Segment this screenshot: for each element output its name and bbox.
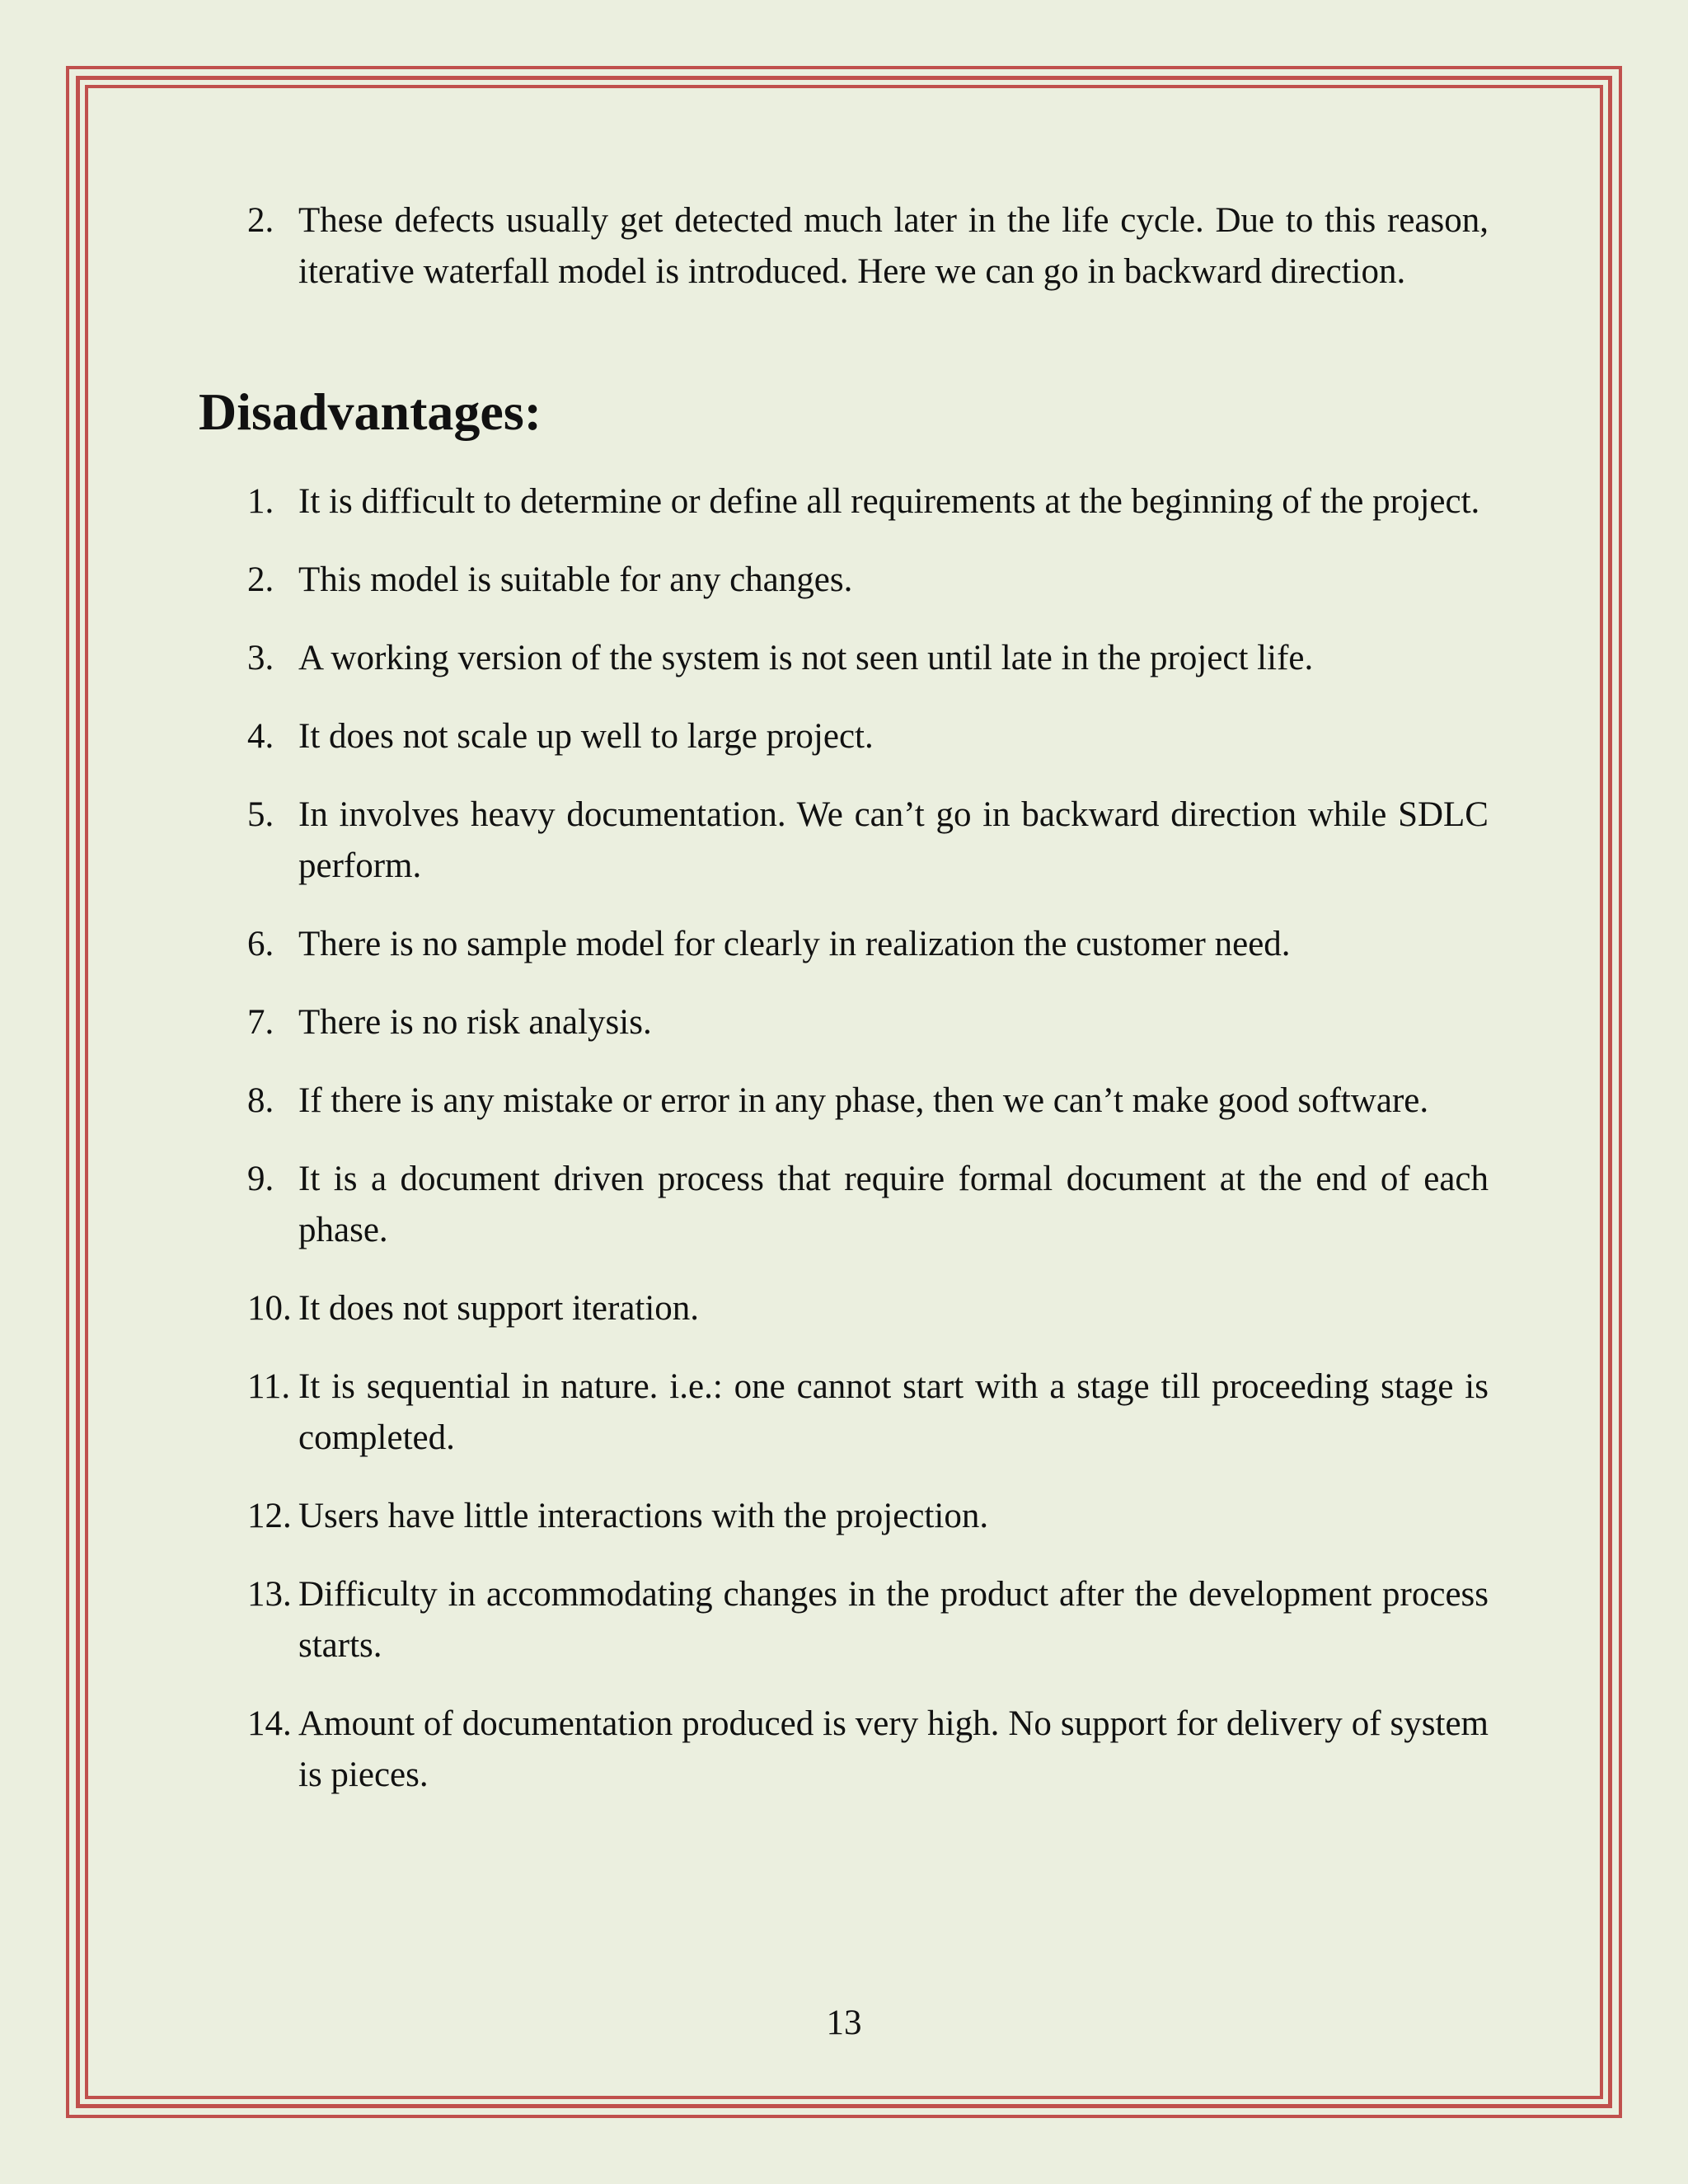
list-item-text: Amount of documentation produced is very high. No support for delivery of system is pieces. bbox=[298, 1704, 1489, 1794]
list-item-number: 3. bbox=[247, 639, 274, 677]
list-item-text: It is difficult to determine or define all requirements at the beginning of the project. bbox=[298, 482, 1480, 521]
list-item bbox=[247, 919, 1489, 970]
list-item bbox=[247, 1076, 1489, 1127]
list-item bbox=[247, 633, 1489, 684]
list-item-number: 4. bbox=[247, 717, 274, 756]
list-item-text: It is a document driven process that require formal document at the end of each phase. bbox=[298, 1160, 1489, 1249]
list-item-text: It is sequential in nature. i.e.: one cannot start with a stage till proceeding stage is completed. bbox=[298, 1367, 1489, 1457]
list-item-text: If there is any mistake or error in any phase, then we can’t make good software. bbox=[298, 1081, 1429, 1120]
list-item bbox=[247, 1491, 1489, 1542]
list-item bbox=[247, 1154, 1489, 1256]
list-item-text: These defects usually get detected much later in the life cycle. Due to this reason, iterative waterfall model is introduced. Here we can go in backward direction. bbox=[298, 201, 1489, 291]
list-item-text: It does not scale up well to large project. bbox=[298, 717, 874, 756]
disadvantages-list bbox=[247, 476, 1489, 1828]
list-item bbox=[247, 1699, 1489, 1801]
list-item-number: 7. bbox=[247, 1003, 274, 1042]
list-item-number: 9. bbox=[247, 1160, 274, 1198]
list-item-text: A working version of the system is not seen until late in the project life. bbox=[298, 639, 1314, 677]
list-item-number: 5. bbox=[247, 795, 274, 834]
list-item-number: 10. bbox=[247, 1289, 292, 1328]
list-item-text: Users have little interactions with the projection. bbox=[298, 1497, 989, 1535]
list-item bbox=[247, 1569, 1489, 1671]
list-item bbox=[247, 1361, 1489, 1464]
list-item bbox=[247, 476, 1489, 527]
page-number: 13 bbox=[826, 2004, 862, 2042]
list-item-text: In involves heavy documentation. We can’t go in backward direction while SDLC perform. bbox=[298, 795, 1489, 885]
list-item bbox=[247, 555, 1489, 606]
list-item bbox=[247, 1283, 1489, 1334]
list-item-text: There is no sample model for clearly in realization the customer need. bbox=[298, 925, 1291, 963]
list-item-number: 14. bbox=[247, 1704, 292, 1743]
list-item bbox=[247, 195, 1489, 298]
section-heading: Disadvantages: bbox=[199, 382, 542, 441]
list-item bbox=[247, 790, 1489, 892]
list-item-text: It does not support iteration. bbox=[298, 1289, 700, 1328]
list-item-text: There is no risk analysis. bbox=[298, 1003, 652, 1042]
list-item-number: 11. bbox=[247, 1367, 291, 1406]
list-item bbox=[247, 997, 1489, 1048]
list-item-number: 2. bbox=[247, 201, 274, 240]
list-item-number: 12. bbox=[247, 1497, 292, 1535]
list-item-text: Difficulty in accommodating changes in the product after the development process starts. bbox=[298, 1575, 1489, 1665]
list-item-number: 6. bbox=[247, 925, 274, 963]
list-item-number: 1. bbox=[247, 482, 274, 521]
list-item-number: 8. bbox=[247, 1081, 274, 1120]
list-item bbox=[247, 711, 1489, 762]
continued-list bbox=[247, 195, 1489, 325]
list-item-number: 2. bbox=[247, 560, 274, 599]
list-item-text: This model is suitable for any changes. bbox=[298, 560, 853, 599]
list-item-number: 13. bbox=[247, 1575, 292, 1614]
